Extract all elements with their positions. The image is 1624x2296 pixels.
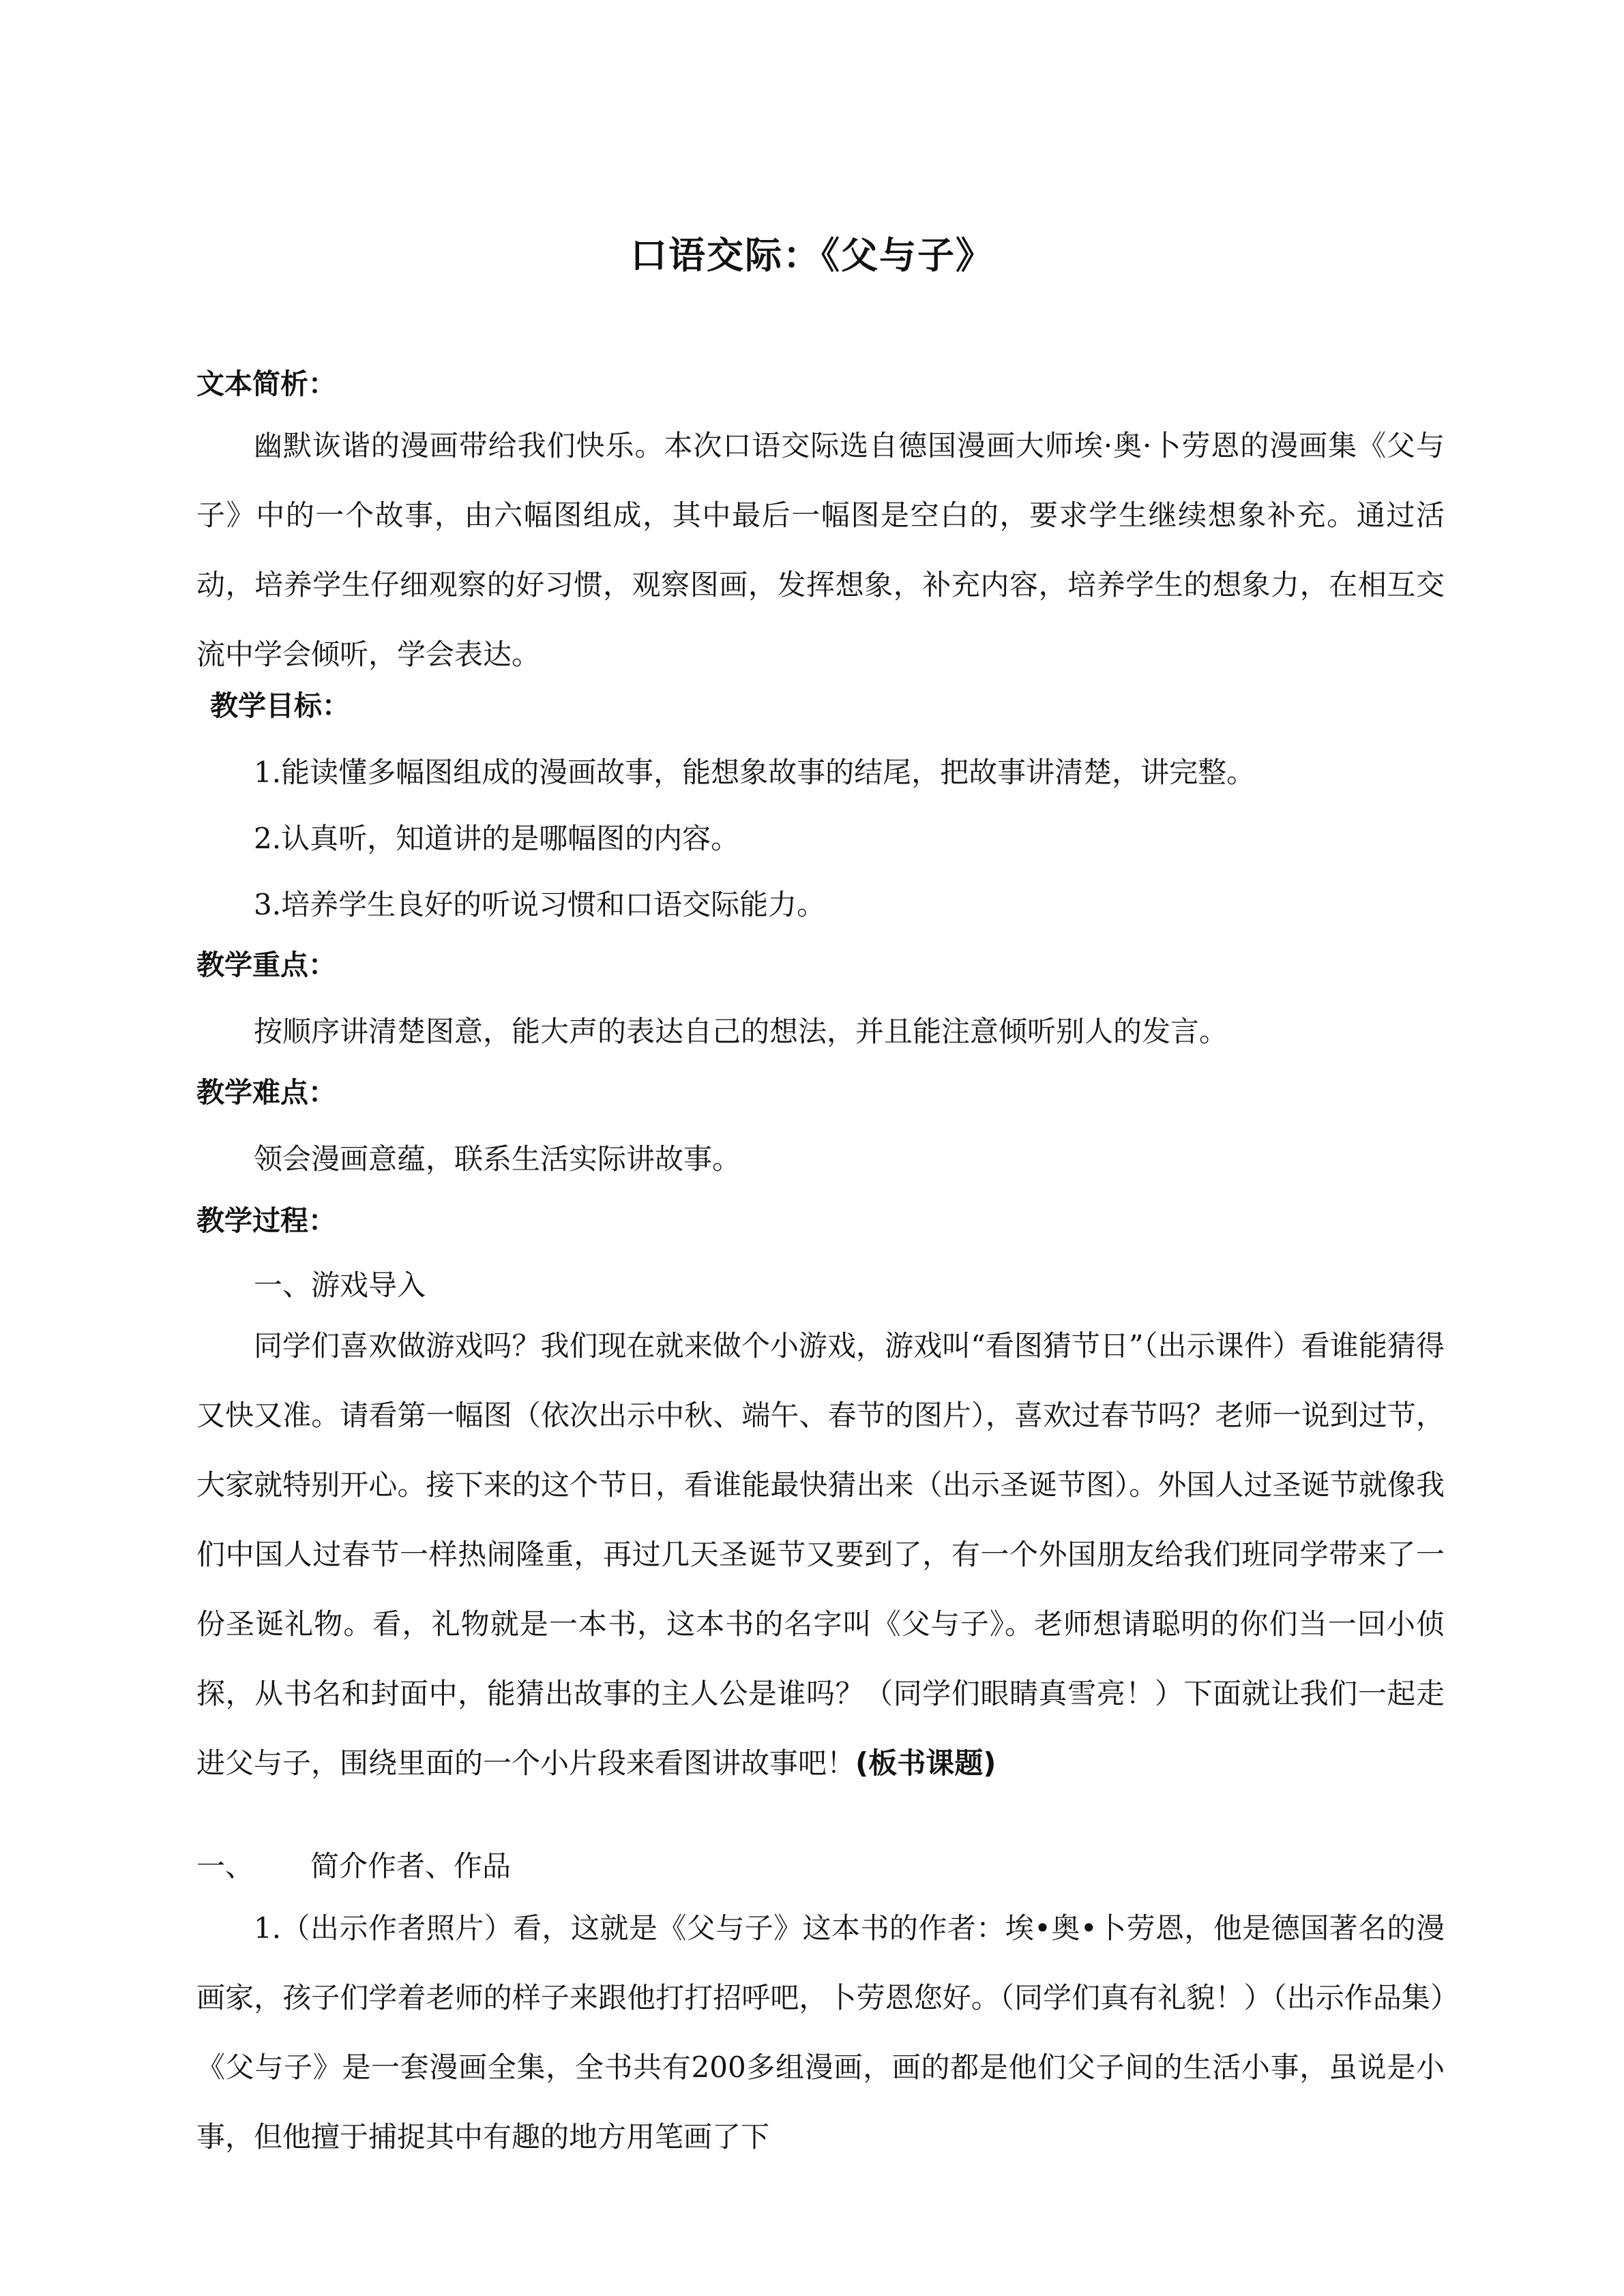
process-step1-body (196, 1311, 1445, 1798)
goal-item-2: 2.认真听，知道讲的是哪幅图的内容。 (254, 822, 740, 855)
process-step1-text: 同学们喜欢做游戏吗？我们现在就来做个小游戏，游戏叫“看图猜节日”（出示课件）看谁能猜得又快又准。请看第一幅图（依次出示中秋、端午、春节的图片），喜欢过春节吗？老师一说到过节，大家就特别开心。接下来的这个节日，看谁能最快猜出来（出示圣诞节图）。外国人过圣诞节就像我们中国人过春节一样热闹隆重，再过几天圣诞节又要到了，有一个外国朋友给我们班同学带来了一份圣诞礼物。看，礼物就是一本书，这本书的名字叫《父与子》。老师想请聪明的你们当一回小侦探，从书名和封面中，能猜出故事的主人公是谁吗？（同学们眼睛真雪亮！）下面就让我们一起走进父与子，围绕里面的一个小片段来看图讲故事吧！ (196, 1329, 1445, 1780)
goals-heading: 教学目标： (210, 689, 350, 722)
key-points-heading: 教学重点： (196, 949, 336, 981)
difficulties-heading: 教学难点： (196, 1076, 336, 1109)
difficulties-body: 领会漫画意蕴，联系生活实际讲故事。 (254, 1142, 741, 1176)
process-step2-number: 一、 (196, 1849, 254, 1883)
board-title-note: (板书课题) (855, 1746, 996, 1780)
process-heading: 教学过程： (196, 1204, 336, 1237)
text-analysis-body: 幽默诙谐的漫画带给我们快乐。本次口语交际选自德国漫画大师埃·奥·卜劳恩的漫画集《父与子》中的一个故事，由六幅图组成，其中最后一幅图是空白的，要求学生继续想象补充。通过活动，培养学生仔细观察的好习惯，观察图画，发挥想象，补充内容，培养学生的想象力，在相互交流中学会倾听，学会表达。 (196, 429, 1445, 671)
process-step2-body: 1.（出示作者照片）看，这就是《父与子》这本书的作者：埃•奥•卜劳恩，他是德国著名的漫画家，孩子们学着老师的样子来跟他打打招呼吧，卜劳恩您好。（同学们真有礼貌！）（出示作品集）《父与子》是一套漫画全集，全书共有200多组漫画，画的都是他们父子间的生活小事，虽说是小事，但他擅于捕捉其中有趣的地方用笔画了下 (196, 1911, 1445, 2153)
key-points-body: 按顺序讲清楚图意，能大声的表达自己的想法，并且能注意倾听别人的发言。 (254, 1015, 1228, 1048)
text-analysis-heading: 文本简析： (196, 368, 336, 400)
goal-item-1: 1.能读懂多幅图组成的漫画故事，能想象故事的结尾，把故事讲清楚，讲完整。 (254, 756, 1256, 789)
process-step1-title: 一、游戏导入 (254, 1268, 426, 1302)
process-step2-title: 简介作者、作品 (310, 1849, 512, 1883)
page-title: 口语交际：《父与子》 (630, 234, 994, 277)
goal-item-3: 3.培养学生良好的听说习惯和口语交际能力。 (254, 888, 826, 921)
